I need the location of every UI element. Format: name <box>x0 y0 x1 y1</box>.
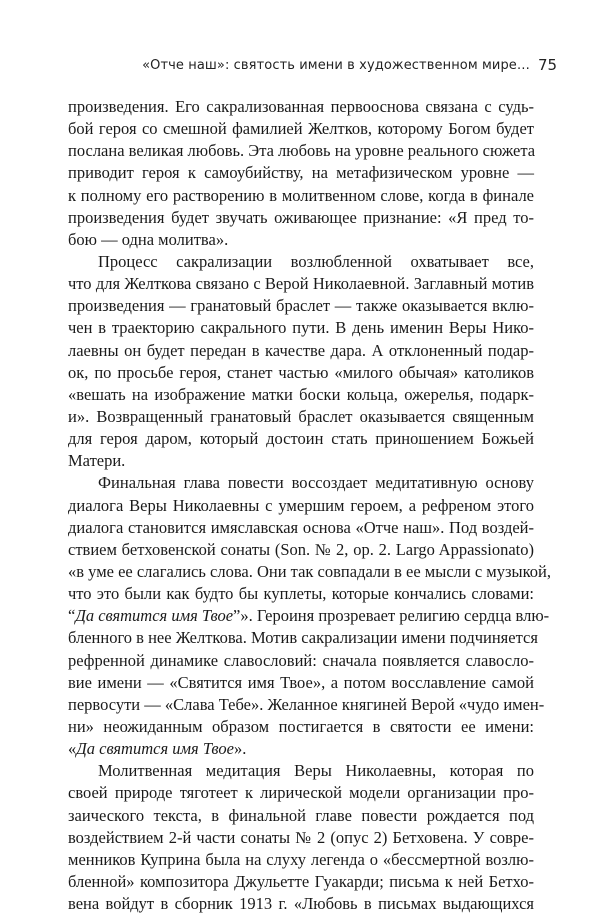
running-header: «Отче наш»: святость имени в художественном мире… <box>142 58 530 73</box>
text-line: первосути — «Слава Тебе». Желанное княгиней Верой «чудо имен- <box>68 694 545 714</box>
italic-quote: Да святится имя Твое <box>75 606 234 626</box>
text-line: лаевны он будет передан в качестве дара. А отклоненный подар- <box>68 340 534 360</box>
text-line: Финальная глава повести воссоздает медитативную основу <box>98 473 534 493</box>
text-line: «вешать на изображение матки боски кольца, ожерелья, подарк- <box>68 384 534 404</box>
text-line: приводит героя к самоубийству, на метафизическом уровне — <box>68 163 534 183</box>
text-line: менников Куприна была на слуху легенда о «бессмертной возлю- <box>68 849 534 869</box>
quote-rest: ”». Героиня прозревает религию сердца влю- <box>233 606 550 626</box>
text-line: послана великая любовь. Эта любовь на уровне реального сюжета <box>68 141 536 161</box>
text-line: произведения будет звучать оживающее признание: «Я пред то- <box>68 207 534 227</box>
page-number: 75 <box>538 56 558 74</box>
text-line-with-quote <box>68 605 550 627</box>
text-line: для героя даром, который достоин стать приношением Божьей <box>68 429 534 449</box>
text-line: бленной» композитора Джульетте Гуакарди; письма к ней Бетхо- <box>68 871 534 891</box>
text-line: воздействием 2-й части сонаты № 2 (опус 2) Бетховена. У совре- <box>68 827 534 847</box>
text-line: Молитвенная медитация Веры Николаевны, которая по <box>98 761 534 781</box>
text-line: диалога становится имяславская основа «Отче наш». Под воздей- <box>68 517 534 537</box>
text-line: вена войдут в сборник 1913 г. «Любовь в письмах выдающихся <box>68 894 534 914</box>
italic-quote: Да святится имя Твое <box>76 739 234 759</box>
quote-open: « <box>68 739 77 759</box>
text-line: бою — одна молитва». <box>68 229 229 249</box>
text-line-with-quote <box>68 738 534 760</box>
paragraph-1 <box>68 96 534 251</box>
quote-rest: ». <box>233 739 247 759</box>
paragraph-4 <box>68 760 534 915</box>
text-line: бленного в нее Желткова. Мотив сакрализации имени подчиняется <box>68 628 538 648</box>
text-line: к полному его растворению в молитвенном слове, когда в финале <box>68 185 534 205</box>
paragraph-2 <box>68 251 534 472</box>
text-line: диалога Веры Николаевны с умершим героем, а рефреном этого <box>68 495 534 515</box>
text-line: «в уме ее слагались слова. Они так совпадали в ее мысли с музыкой, <box>68 561 551 581</box>
text-line: что это были как будто бы куплеты, которые кончались словами: <box>68 584 534 604</box>
text-line: произведения. Его сакрализованная первооснова связана с судь- <box>68 97 534 116</box>
text-line: что для Желткова связано с Верой Николаевной. Заглавный мотив <box>68 274 534 294</box>
text-line: Процесс сакрализации возлюбленной охватывает все, <box>98 251 534 271</box>
text-line: своей природе тяготеет к лирической модели организации про- <box>68 783 534 803</box>
text-line: ствием бетховенской сонаты (Son. № 2, op. 2. Largo Appassionato) <box>68 539 534 559</box>
text-line: Матери. <box>68 451 126 471</box>
text-line: рефренной динамике славословий: сначала появляется славосло- <box>68 650 534 670</box>
text-line: ни» неожиданным образом постигается в святости ее имени: <box>68 716 534 736</box>
text-line: бой героя со смешной фамилией Желтков, которому Богом будет <box>68 119 534 139</box>
text-line: вие имени — «Святится имя Твое», а потом восславление самой <box>68 672 534 692</box>
text-line: чен в траекторию сакрального пути. В день именин Веры Нико- <box>68 318 534 338</box>
text-line: произведения — гранатовый браслет — также оказывается вклю- <box>68 296 534 316</box>
paragraph-3 <box>68 472 551 760</box>
body-text <box>68 96 551 915</box>
text-line: ок, по просьбе героя, станет частью «милого обычая» католиков <box>68 362 534 382</box>
text-line: и». Возвращенный гранатовый браслет оказывается священным <box>68 406 534 426</box>
text-line: заического текста, в финальной главе повести рождается под <box>68 805 534 825</box>
quote-open: “ <box>68 606 76 626</box>
